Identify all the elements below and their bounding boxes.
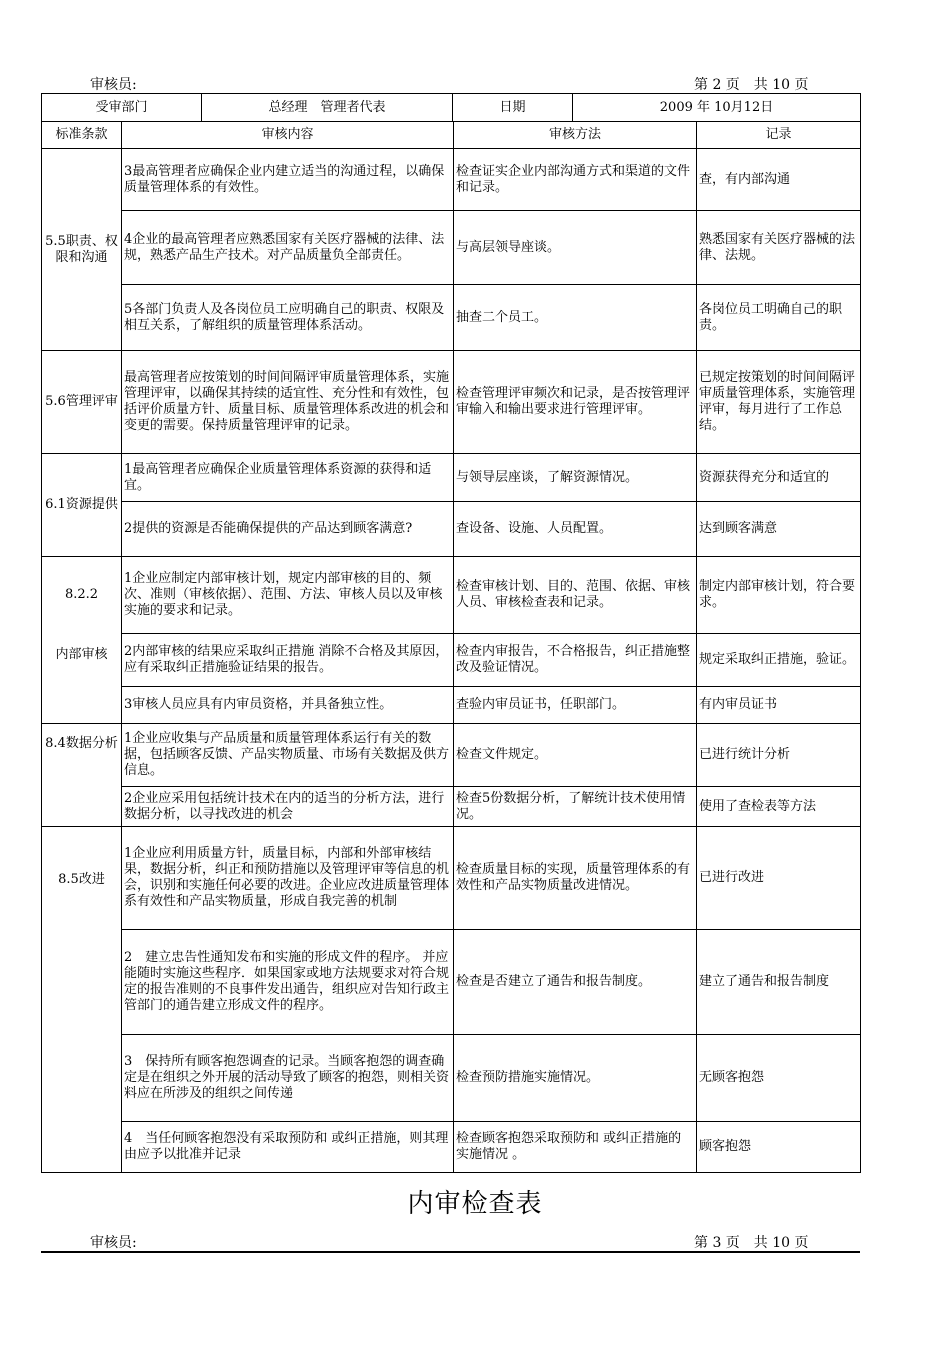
date-label: 日期: [453, 94, 573, 122]
record-cell: 有内审员证书: [697, 687, 861, 724]
record-cell: 已进行统计分析: [697, 724, 861, 787]
record-cell: 顾客抱怨: [697, 1122, 861, 1173]
content-cell: 1企业应制定内部审核计划，规定内部审核的目的、频次、准则（审核依据）、范围、方法、审核人员以及审核实施的要求和记录。: [122, 557, 454, 634]
table-row: [42, 930, 861, 1035]
table-row: [42, 351, 861, 454]
col-header-record: 记录: [697, 122, 861, 149]
clause-subtitle: 内部审核: [55, 647, 108, 662]
record-cell: 达到顾客满意: [697, 502, 861, 557]
table-row: [42, 1122, 861, 1173]
page-number-next: 第 3 页 共 10 页: [694, 1235, 809, 1251]
method-cell: 检查质量目标的实现，质量管理体系的有效性和产品实物质量改进情况。: [454, 827, 697, 930]
header-rule: [41, 1251, 860, 1253]
record-cell: 查，有内部沟通: [697, 149, 861, 211]
content-cell: 最高管理者应按策划的时间间隔评审质量管理体系，实施管理评审，以确保其持续的适宜性、充分性和有效性，包括评价质量方针、质量目标、质量管理体系改进的机会和变更的需要。保持质量管理评审的记录。: [122, 351, 454, 454]
table-row: [42, 634, 861, 687]
content-cell: 1最高管理者应确保企业质量管理体系资源的获得和适宜。: [122, 454, 454, 502]
record-cell: 无顾客抱怨: [697, 1035, 861, 1122]
clause-number: 8.2.2: [64, 587, 99, 602]
method-cell: 与高层领导座谈。: [454, 211, 697, 285]
table-row: [42, 149, 861, 211]
table-row: [42, 454, 861, 502]
content-cell: 3最高管理者应确保企业内建立适当的沟通过程，以确保质量管理体系的有效性。: [122, 149, 454, 211]
record-cell: 规定采取纠正措施，验证。: [697, 634, 861, 687]
table-row: [42, 787, 861, 827]
clause-cell: 6.1资源提供: [42, 454, 122, 557]
clause-cell: [42, 557, 122, 724]
clause-cell: 5.6管理评审: [42, 351, 122, 454]
content-cell: 4 当任何顾客抱怨没有采取预防和 或纠正措施，则其理由应予以批准并记录: [122, 1122, 454, 1173]
date-value: 2009 年 10月12日: [573, 94, 861, 122]
content-cell: 2提供的资源是否能确保提供的产品达到顾客满意?: [122, 502, 454, 557]
content-cell: 2 建立忠告性通知发布和实施的形成文件的程序。 并应能随时实施这些程序．如果国家或地方法规要求对符合规定的报告准则的不良事件发出通告，组织应对告知行政主管部门的通告建立形成文件的程序。: [122, 930, 454, 1035]
method-cell: 检查审核计划、目的、范围、依据、审核人员、审核检查表和记录。: [454, 557, 697, 634]
audit-main-table: [41, 121, 861, 1173]
dept-label: 受审部门: [42, 94, 202, 122]
content-cell: 3审核人员应具有内审员资格，并具备独立性。: [122, 687, 454, 724]
content-cell: 1企业应收集与产品质量和质量管理体系运行有关的数据，包括顾客反馈、产品实物质量、市场有关数据及供方信息。: [122, 724, 454, 787]
col-header-method: 审核方法: [454, 122, 697, 149]
table-row: [42, 827, 861, 930]
content-cell: 2内部审核的结果应采取纠正措施 消除不合格及其原因，应有采取纠正措施验证结果的报告。: [122, 634, 454, 687]
record-cell: 熟悉国家有关医疗器械的法律、法规。: [697, 211, 861, 285]
content-cell: 5各部门负责人及各岗位员工应明确自己的职责、权限及相互关系，了解组织的质量管理体系活动。: [122, 285, 454, 351]
method-cell: 检查内审报告，不合格报告，纠正措施整改及验证情况。: [454, 634, 697, 687]
content-cell: 2企业应采用包括统计技术在内的适当的分析方法，进行数据分析，以寻找改进的机会: [122, 787, 454, 827]
content-cell: 3 保持所有顾客抱怨调查的记录。当顾客抱怨的调查确定是在组织之外开展的活动导致了顾客的抱怨，则相关资料应在所涉及的组织之间传递: [122, 1035, 454, 1122]
record-cell: 已进行改进: [697, 827, 861, 930]
table-row: [42, 211, 861, 285]
method-cell: 检查证实企业内部沟通方式和渠道的文件和记录。: [454, 149, 697, 211]
record-cell: 已规定按策划的时间间隔评审质量管理体系，实施管理评审，每月进行了工作总结。: [697, 351, 861, 454]
audit-checklist-table: [41, 93, 861, 122]
clause-cell: 8.4数据分析: [42, 724, 122, 827]
col-header-clause: 标准条款: [42, 122, 122, 149]
method-cell: 检查文件规定。: [454, 724, 697, 787]
record-cell: 各岗位员工明确自己的职责。: [697, 285, 861, 351]
page-title: 内审检查表: [407, 1189, 543, 1219]
info-row: [42, 94, 861, 122]
table-row: [42, 285, 861, 351]
dept-value: 总经理 管理者代表: [202, 94, 453, 122]
method-cell: 检查管理评审频次和记录，是否按管理评审输入和输出要求进行管理评审。: [454, 351, 697, 454]
table-row: [42, 502, 861, 557]
method-cell: 检查顾客抱怨采取预防和 或纠正措施的实施情况 。: [454, 1122, 697, 1173]
method-cell: 查设备、设施、人员配置。: [454, 502, 697, 557]
table-row: [42, 687, 861, 724]
table-row: [42, 1035, 861, 1122]
content-cell: 1企业应利用质量方针，质量目标，内部和外部审核结果，数据分析，纠正和预防措施以及管理评审等信息的机会，识别和实施任何必要的改进。企业应改进质量管理体系有效性和产品实物质量，形成自我完善的机制: [122, 827, 454, 930]
record-cell: 使用了查检表等方法: [697, 787, 861, 827]
clause-cell: 5.5职责、权限和沟通: [42, 149, 122, 351]
page-number: 第 2 页 共 10 页: [694, 77, 809, 93]
auditor-label-next: 审核员:: [90, 1235, 137, 1251]
method-cell: 检查5份数据分析，了解统计技术使用情况。: [454, 787, 697, 827]
auditor-label: 审核员:: [90, 77, 137, 93]
record-cell: 资源获得充分和适宜的: [697, 454, 861, 502]
method-cell: 抽查二个员工。: [454, 285, 697, 351]
method-cell: 检查是否建立了通告和报告制度。: [454, 930, 697, 1035]
record-cell: 建立了通告和报告制度: [697, 930, 861, 1035]
table-row: [42, 557, 861, 634]
table-row: [42, 724, 861, 787]
method-cell: 与领导层座谈，了解资源情况。: [454, 454, 697, 502]
content-cell: 4企业的最高管理者应熟悉国家有关医疗器械的法律、法规，熟悉产品生产技术。对产品质量负全部责任。: [122, 211, 454, 285]
clause-cell: 8.5改进: [42, 827, 122, 1173]
method-cell: 查验内审员证书，任职部门。: [454, 687, 697, 724]
col-header-content: 审核内容: [122, 122, 454, 149]
method-cell: 检查预防措施实施情况。: [454, 1035, 697, 1122]
record-cell: 制定内部审核计划，符合要求。: [697, 557, 861, 634]
column-header-row: [42, 122, 861, 149]
